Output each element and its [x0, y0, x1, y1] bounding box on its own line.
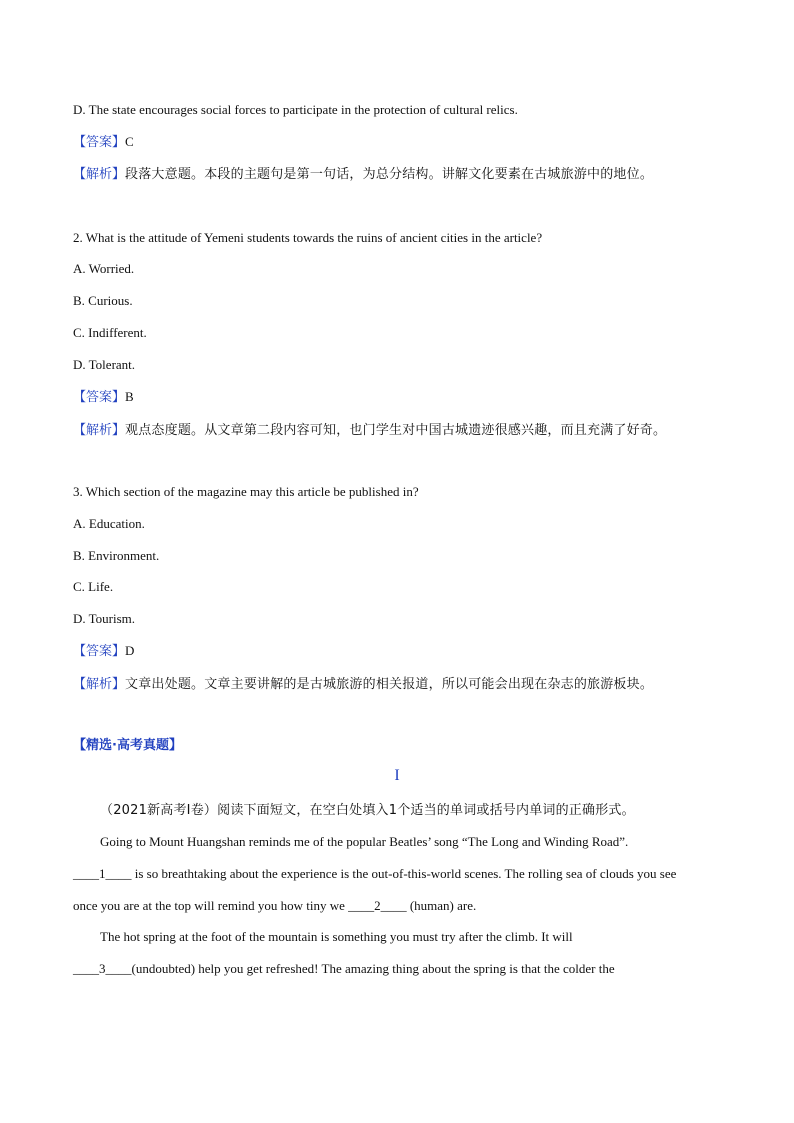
q2-question: 2. What is the attitude of Yemeni students towards the ruins of ancient cities in the article? — [73, 230, 543, 245]
q2-answer — [73, 388, 734, 407]
q1-analysis — [73, 165, 734, 184]
q3-analysis — [73, 675, 734, 694]
passage-instruction: （2021新高考Ⅰ卷）阅读下面短文，在空白处填入1个适当的单词或括号内单词的正确形式。 — [100, 803, 635, 818]
answer-label: 【答案】 — [73, 644, 126, 659]
passage-p2-line2: ____3____(undoubted) help you get refreshed! The amazing thing about the spring is that the colder the — [73, 961, 615, 976]
q3-option-b: B. Environment. — [73, 548, 160, 563]
analysis-text: 段落大意题。本段的主题句是第一句话，为总分结构。讲解文化要素在古城旅游中的地位。 — [125, 167, 654, 182]
q2-option-b: B. Curious. — [73, 293, 133, 308]
answer-label: 【答案】 — [73, 135, 126, 150]
q3-option-d: D. Tourism. — [73, 611, 136, 626]
passage-roman-numeral: I — [394, 767, 400, 784]
q2-option-a: A. Worried. — [73, 261, 135, 276]
passage-p1-line3: once you are at the top will remind you how tiny we ____2____ (human) are. — [73, 898, 477, 913]
q3-option-c: C. Life. — [73, 579, 114, 594]
passage-p2-line1: The hot spring at the foot of the mountain is something you must try after the climb. It will — [100, 929, 573, 944]
answer-value: C — [125, 134, 134, 149]
answer-value: D — [125, 643, 135, 658]
passage-p1-line1: Going to Mount Huangshan reminds me of the popular Beatles’ song “The Long and Winding Road”. — [100, 834, 629, 849]
q2-option-d: D. Tolerant. — [73, 357, 136, 372]
q3-option-a: A. Education. — [73, 516, 145, 531]
q2-analysis — [73, 421, 734, 440]
q1-answer — [73, 133, 734, 152]
section-title: 【精选·高考真题】 — [73, 738, 182, 753]
passage-p1-line2: ____1____ is so breathtaking about the experience is the out-of-this-world scenes. The rolling sea of clouds you see — [73, 866, 677, 881]
analysis-text: 观点态度题。从文章第二段内容可知，也门学生对中国古城遗迹很感兴趣，而且充满了好奇。 — [125, 423, 667, 438]
analysis-text: 文章出处题。文章主要讲解的是古城旅游的相关报道，所以可能会出现在杂志的旅游板块。 — [125, 677, 654, 692]
q3-question: 3. Which section of the magazine may this article be published in? — [73, 484, 419, 499]
q2-option-c: C. Indifferent. — [73, 325, 147, 340]
analysis-label: 【解析】 — [73, 423, 126, 438]
answer-label: 【答案】 — [73, 390, 126, 405]
analysis-label: 【解析】 — [73, 677, 126, 692]
q1-option-d: D. The state encourages social forces to participate in the protection of cultural relics. — [73, 102, 518, 117]
answer-value: B — [125, 389, 134, 404]
analysis-label: 【解析】 — [73, 167, 126, 182]
q3-answer — [73, 642, 734, 661]
